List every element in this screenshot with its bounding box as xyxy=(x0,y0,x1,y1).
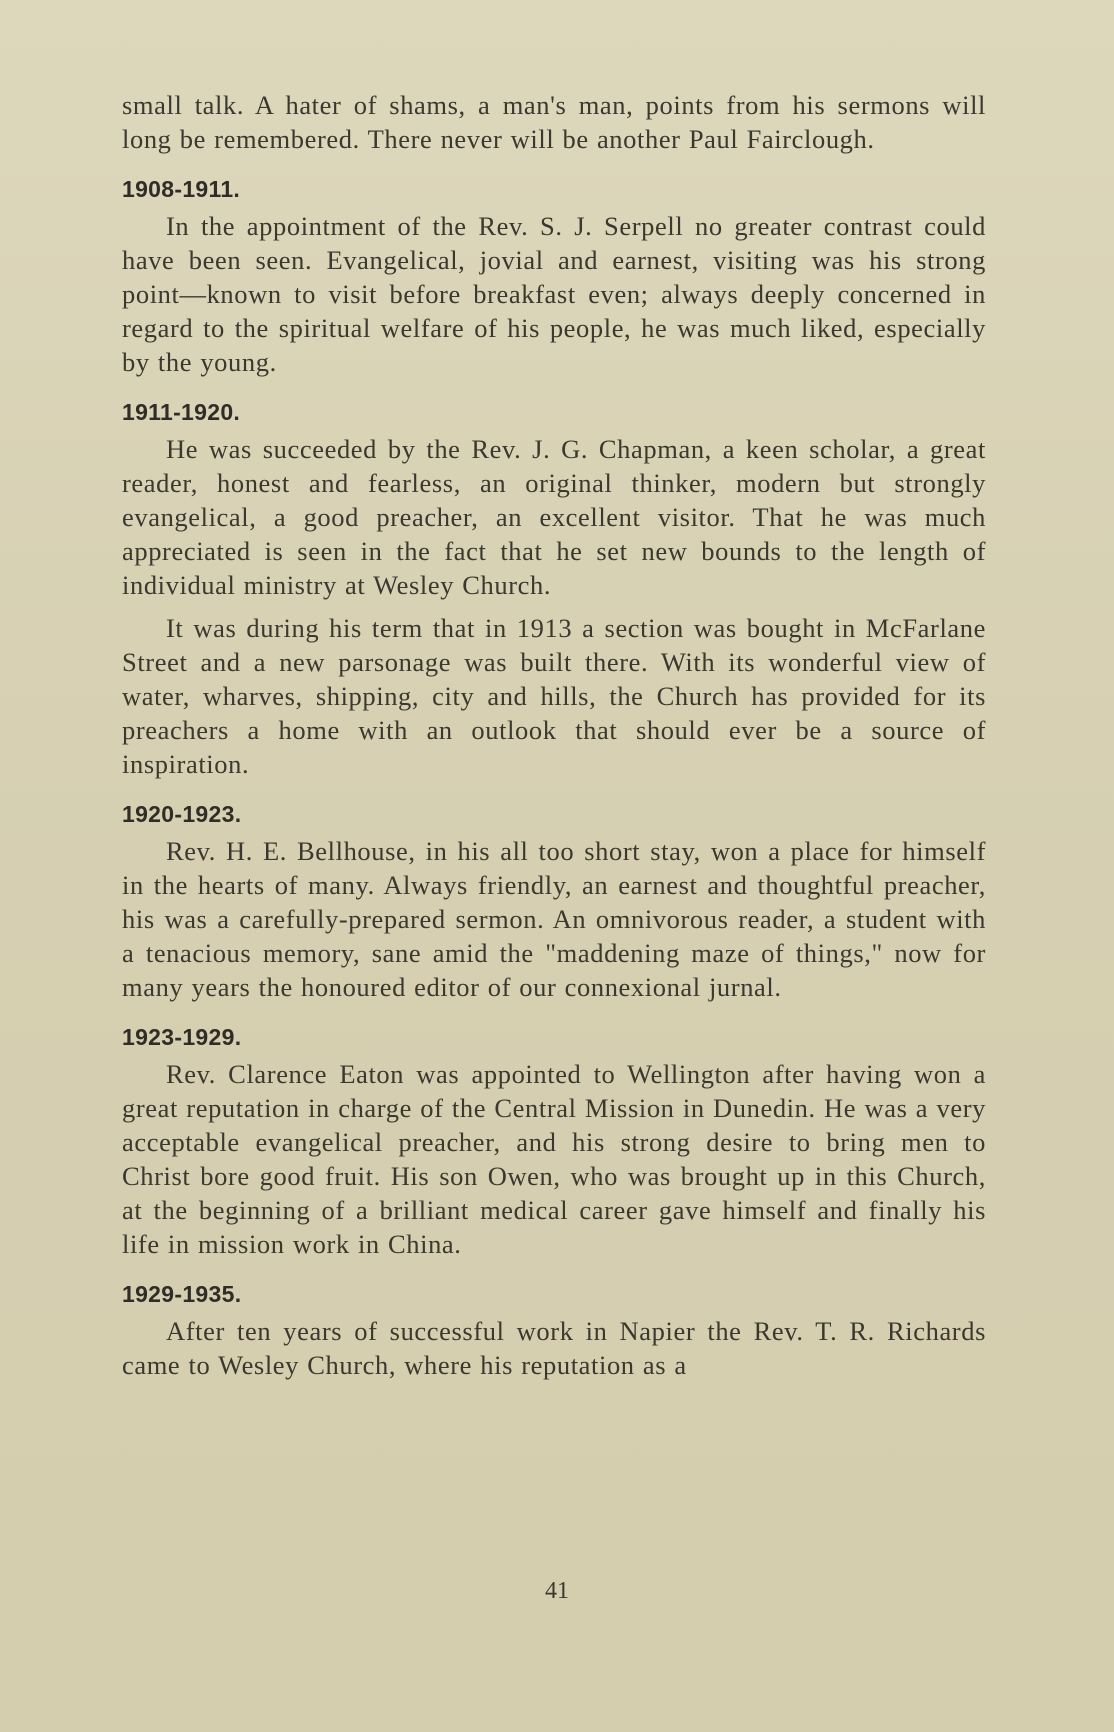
section-paragraph: Rev. Clarence Eaton was appointed to Wellington after having won a great reputation in charge of the Central Mission in Dunedin. He was a very acceptable evangelical preacher, and his strong desire to bring men to Christ bore good fruit. His son Owen, who was brought up in this Church, at the beginning of a brilliant medical career gave himself and finally his life in mission work in China. xyxy=(122,1059,986,1259)
section-heading: 1920-1923. xyxy=(122,801,242,827)
section-1920-1923 xyxy=(122,800,986,1004)
section-1923-1929 xyxy=(122,1023,986,1261)
section-paragraph: It was during his term that in 1913 a section was bought in McFarlane Street and a new parsonage was built there. With its wonderful view of water, wharves, shipping, city and hills, the Church has provided for its preachers a home with an outlook that should ever be a source of inspiration. xyxy=(122,613,986,779)
section-1911-1920 xyxy=(122,398,986,781)
section-heading: 1911-1920. xyxy=(122,399,241,425)
section-heading: 1908-1911. xyxy=(122,176,241,202)
section-heading: 1929-1935. xyxy=(122,1281,242,1307)
page-number: 41 xyxy=(545,1578,569,1604)
section-1929-1935 xyxy=(122,1280,986,1382)
section-paragraph: He was succeeded by the Rev. J. G. Chapman, a keen scholar, a great reader, honest and fearless, an original thinker, modern but strongly evangelical, a good preacher, an excellent visitor. That he was much appreciated is seen in the fact that he set new bounds to the length of individual ministry at Wesley Church. xyxy=(122,434,986,600)
section-paragraph: After ten years of successful work in Napier the Rev. T. R. Richards came to Wesley Church, where his reputation as a xyxy=(122,1316,986,1380)
opening-paragraph: small talk. A hater of shams, a man's man, points from his sermons will long be remembered. There never will be another Paul Fairclough. xyxy=(122,90,986,154)
section-heading: 1923-1929. xyxy=(122,1024,242,1050)
section-paragraph: Rev. H. E. Bellhouse, in his all too short stay, won a place for himself in the hearts of many. Always friendly, an earnest and thoughtful preacher, his was a carefully-prepared sermon. An omnivorous reader, a student with a tenacious memory, sane amid the "maddening maze of things," now for many years the honoured editor of our connexional jurnal. xyxy=(122,836,986,1002)
section-1908-1911 xyxy=(122,175,986,379)
page-text xyxy=(122,88,986,1382)
section-paragraph: In the appointment of the Rev. S. J. Serpell no greater contrast could have been seen. Evangelical, jovial and earnest, visiting was his strong point—known to visit before breakfast even; always deeply concerned in regard to the spiritual welfare of his people, he was much liked, especially by the young. xyxy=(122,211,986,377)
